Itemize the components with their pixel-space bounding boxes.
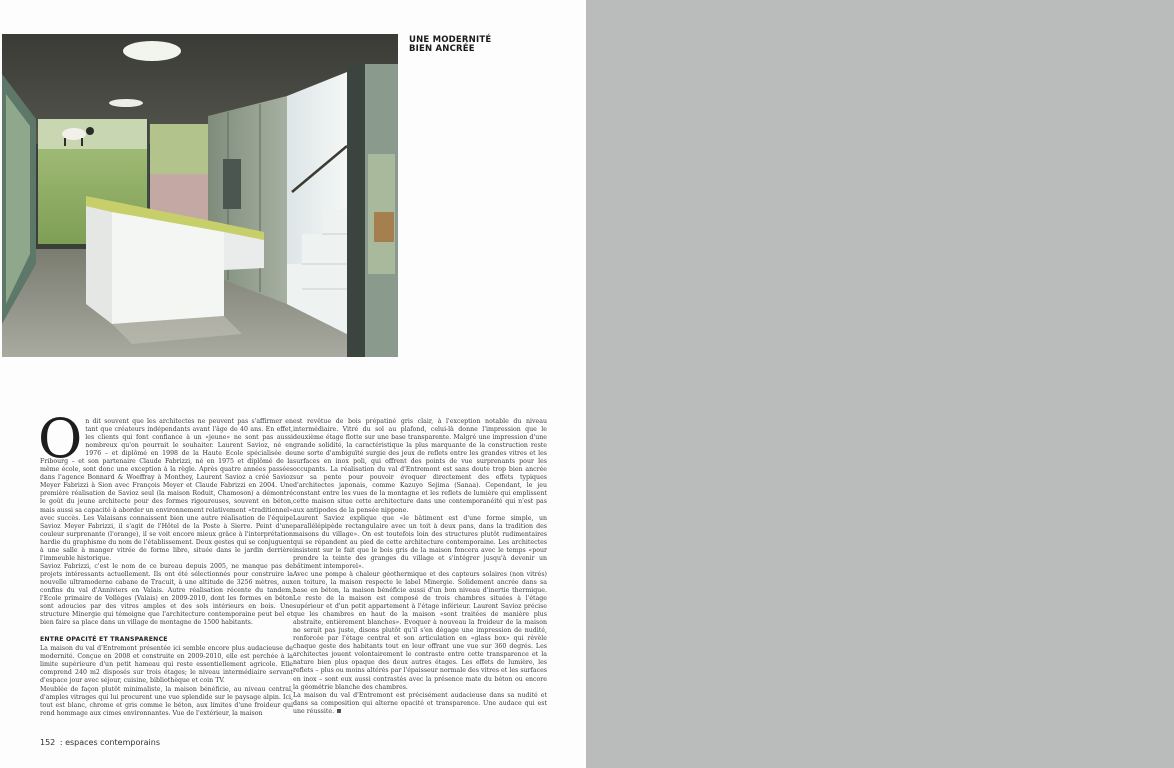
text-column-left bbox=[38, 407, 293, 718]
paragraph: Avec une pompe à chaleur géothermique et des capteurs solaires (non vitrés) en toiture, la maison respecte le label Minergie. Solidement ancrée dans sa base en béton, la maison bénéficie aussi d'un bon niveau d'inertie thermique. Le reste de la maison est composé de trois chambres situées à l'étage supérieur et d'un petit appartement à l'étage inférieur. Laurent Savioz précise que les chambres en haut de la maison «sont traitées de manière plus abstraite, entièrement blanches». Evoquer à nouveau la froideur de la maison ne serait pas juste, disons plutôt qu'il s'en dégage une impression de nudité, renforcée par l'étage central et son articulation en «glass box» qui révèle chaque geste des habitants tout en leur offrant une vue sur 360 degrés. Les architectes jouent volontairement le contraste entre cette transparence et la nature bien plus opaque des deux autres étages. Les effets de lumière, les reflets – plus ou moins altérés par l'épaisseur normale des vitres et les surfaces en inox – sont eux aussi contrastés avec la présence mate du béton ou encore la géométrie blanche des chambres. bbox=[293, 570, 547, 691]
magazine-page bbox=[0, 0, 586, 768]
heading-line-2: BIEN ANCRÉE bbox=[409, 44, 475, 54]
article-heading bbox=[409, 36, 491, 54]
paragraph: Meublée de façon plutôt minimaliste, la maison bénéficie, au niveau central, d'amples vitrages qui lui procurent une vue splendide sur le paysage alpin. Ici, tout est blanc, chrome et gris comme le béton, aux limites d'une froideur qui rend hommage aux cimes environnantes. Vue de l'extérieur, la maison bbox=[40, 685, 293, 717]
magazine-name: : espaces contemporains bbox=[59, 738, 161, 747]
paragraph: Laurent Savioz explique que «le bâtiment est d'une forme simple, un parallélépipède rectangulaire avec un toit à deux pans, dans la tradition des maisons du village». On est toutefois loin des structures plutôt rudimentaires qui se répandent au pied de cette architecture contemporaine. Les architectes insistent sur le fait que le bois gris de la maison foncera avec le temps «pour prendre la teinte des granges du village et s'intégrer jusqu'à devenir un bâtiment intemporel». bbox=[293, 514, 547, 570]
dropcap: O bbox=[38, 407, 83, 470]
kitchen-photo-illustration bbox=[2, 34, 398, 357]
paragraph: est revêtue de bois prépatiné gris clair, à l'exception notable du niveau intermédiaire. Vitré du sol au plafond, celui-là donne l'impression que le deuxième étage flotte sur une base transparente. Malgré une impression d'une grande solidité, la caractéristique la plus marquante de la construction reste une sorte d'ambiguïté surgie des jeux de reflets entre les grandes vitres et les surfaces en inox poli, qui offrent des points de vue surprenants pour les occupants. La réalisation du val d'Entremont est sans doute trop bien ancrée sur sa pente pour pouvoir évoquer directement des effets typiques d'architectes japonais, comme Kazuyo Sejima (Sanaa). Cependant, le jeu constant entre les vues de la montagne et les reflets de lumière qui emplissent cette maison situe cette architecture dans une contemporanéité qui n'est pas aux antipodes de la pensée nippone. bbox=[293, 418, 547, 514]
kitchen-interior-photo bbox=[2, 34, 398, 357]
paragraph: Savioz Fabrizzi, c'est le nom de ce bureau depuis 2005, ne manque pas de projets intéressants actuellement. Ils ont été sélectionnés pour construire la nouvelle ultramoderne cabane de Tracuit, à une altitude de 3256 mètres, aux confins du val d'Anniviers en Valais. Autre réalisation récente du tandem, l'Ecole primaire de Vollèges (Valais) en 2009-2010, dont les formes en béton sont adoucies par des vitres amples et des sols intérieurs en bois. Une structure Minergie qui témoigne que l'architecture contemporaine peut bel et bien faire sa place dans un village de montagne de 1500 habitants. bbox=[40, 562, 293, 627]
page-number: 152 bbox=[40, 738, 56, 747]
text-column-right bbox=[293, 418, 547, 716]
paragraph bbox=[38, 407, 293, 563]
section-subheading: ENTRE OPACITÉ ET TRANSPARENCE bbox=[40, 636, 168, 644]
paragraph bbox=[293, 692, 547, 716]
paragraph: La maison du val d'Entremont présentée ici semble encore plus audacieuse de modernité. Conçue en 2008 et construite en 2009-2010, elle est perchée à la limite supérieure d'un petit hameau qui reste essentiellement agricole. Elle comprend 240 m2 disposés sur trois étages; le niveau intermédiaire servant d'espace jour avec séjour, cuisine, bibliothèque et coin TV. bbox=[40, 645, 293, 685]
page-footer bbox=[40, 738, 160, 747]
end-mark-icon bbox=[337, 709, 341, 713]
closing-text: La maison du val d'Entremont est précisément audacieuse dans sa nudité et dans sa composition qui alterne opacité et transparence. Une audace qui est une réussite. bbox=[293, 691, 547, 715]
paragraph-text: n dit souvent que les architectes ne peuvent pas s'affirmer en tant que créateurs indépendants avant l'âge de 40 ans. En effet, les clients qui font confiance à un «jeune» ne sont pas aussi nombreux qu'on pourrait le souhaiter. Laurent Savioz, né en 1976 – et diplômé en 1998 de la Haute Ecole spécialisée de Fribourg – et son partenaire Claude Fabrizzi, né en 1975 et diplômé de la même école, sont donc une exception à la règle. Après quatre années passées dans l'agence Bonnard & Woeffray à Monthey, Laurent Savioz a créé Savioz Meyer Fabrizzi à Sion avec François Meyer et Claude Fabrizzi en 2004. Une première réalisation de Savioz seul (la maison Roduit, Chamoson) a démontré le goût du jeune architecte pour des formes rigoureuses, souvent en béton, mais aussi sa capacité à aborder un environnement relativement «traditionnel» avec succès. Les Valaisans connaissent bien une autre réalisation de l'équipe Savioz Meyer Fabrizzi, il s'agit de l'Hôtel de la Poste à Sierre. Peint d'une couleur surprenante (l'orange), il se voit encore mieux grâce à l'interprétation hardie du graphisme du nom de l'établissement. Deux gestes qui se conjuguent à une salle à manger vitrée de forme libre, située dans le jardin derrière l'immeuble historique. bbox=[40, 418, 293, 562]
heading-line-1: UNE MODERNITÉ bbox=[409, 35, 492, 45]
